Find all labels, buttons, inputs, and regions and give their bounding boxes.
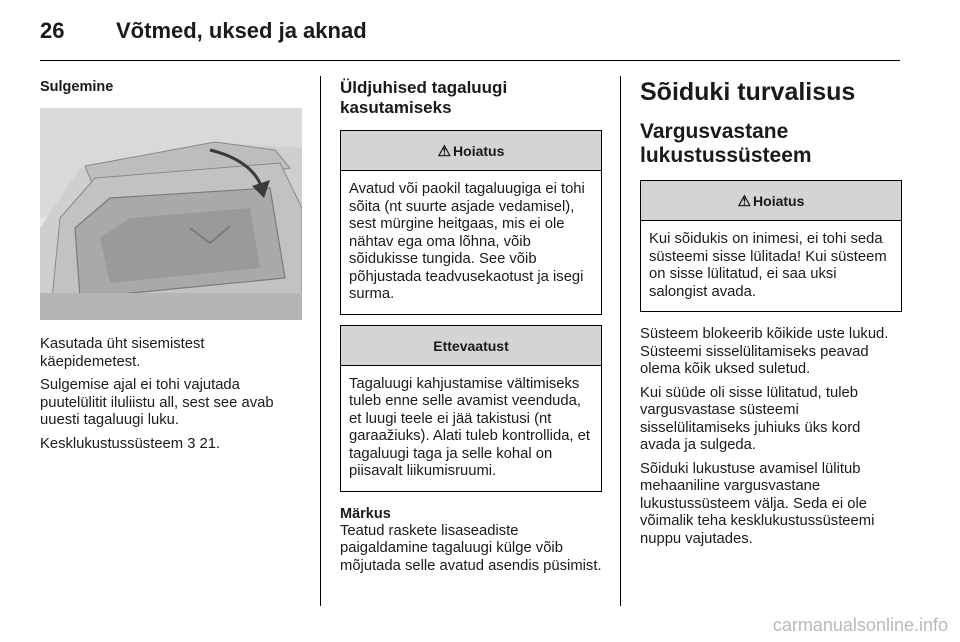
section-heading-tailgate-general: Üldjuhised tagaluugi kasutamiseks <box>340 78 508 117</box>
warning-box-text: Kui sõidukis on inimesi, ei tohi seda süsteemi sisse lülitada! Kui süsteem on sisse lülitatud, ei saa uksi salongist avada. <box>649 231 887 300</box>
page-number: 26 <box>40 18 65 43</box>
subsection-title-anti-theft: Vargusvastane lukustussüsteem <box>640 120 812 167</box>
column-1 <box>40 78 302 453</box>
paragraph-handle: Kasutada üht sisemistest käepidemetest. <box>40 336 205 370</box>
caution-box <box>340 325 602 492</box>
caution-box-header: Ettevaatust <box>341 326 601 366</box>
note-text: Teatud raskete lisaseadiste paigaldamine tagaluugi külge võib mõjutada selle avatud asendis püsimist. <box>340 522 602 574</box>
page-header <box>40 18 900 62</box>
warning-triangle-icon: ⚠ <box>437 143 452 160</box>
section-heading-closing: Sulgemine <box>40 79 114 95</box>
section-title-vehicle-security: Sõiduki turvalisus <box>640 78 856 106</box>
note-block <box>340 506 602 576</box>
note-label: Märkus <box>340 505 391 522</box>
watermark: carmanualsonline.info <box>772 615 948 635</box>
paragraph-central-locking-ref: Kesklukustussüsteem 3 21. <box>40 435 221 452</box>
warning-box-text: Avatud või paokil tagaluugiga ei tohi sõita (nt suurte asjade vedamisel), sest mürgine heitgaas, mis ei ole nähtav ega oma lõhna, võib sõidukisse tungida. See võib põhjustada teadvusekaotust ja isegi surma. <box>349 181 585 302</box>
warning-box <box>340 130 602 315</box>
column-divider-1 <box>320 76 321 606</box>
paragraph-ignition: Kui süüde oli sisse lülitatud, tuleb vargusvastase süsteemi sisselülitamiseks juhiuks üks kord avada ja sulgeda. <box>640 384 861 453</box>
warning-label: Hoiatus <box>453 143 505 159</box>
column-2 <box>340 78 602 575</box>
column-divider-2 <box>620 76 621 606</box>
paragraph-touch-switch: Sulgemise ajal ei tohi vajutada puutelülitit iluliistu all, sest see avab uuesti tagaluugi luku. <box>40 377 274 428</box>
paragraph-unlock: Sõiduki lukustuse avamisel lülitub mehaaniline vargusvastane lukustussüsteem välja. Seda ei ole võimalik teha kesklukustussüsteemi nuppu vajutades. <box>640 460 875 547</box>
page-title: Võtmed, uksed ja aknad <box>116 18 367 43</box>
warning-box-header <box>641 181 901 221</box>
column-3 <box>640 78 902 548</box>
caution-box-text: Tagaluugi kahjustamise vältimiseks tuleb enne selle avamist veenduda, et luugi teele ei jää takistusi (nt garaažiuks). Alati tuleb kontrollida, et tagaluugi taga ja selle kohal on piisavalt liikumisruumi. <box>349 375 590 479</box>
header-divider <box>40 60 900 61</box>
warning-box <box>640 180 902 312</box>
warning-box-header <box>341 131 601 171</box>
warning-triangle-icon: ⚠ <box>737 193 752 210</box>
tailgate-closing-illustration <box>40 108 302 320</box>
paragraph-system-blocks: Süsteem blokeerib kõikide uste lukud. Süsteemi sisselülitamiseks peavad olema kõik uksed suletud. <box>640 326 889 377</box>
warning-label: Hoiatus <box>753 193 805 209</box>
